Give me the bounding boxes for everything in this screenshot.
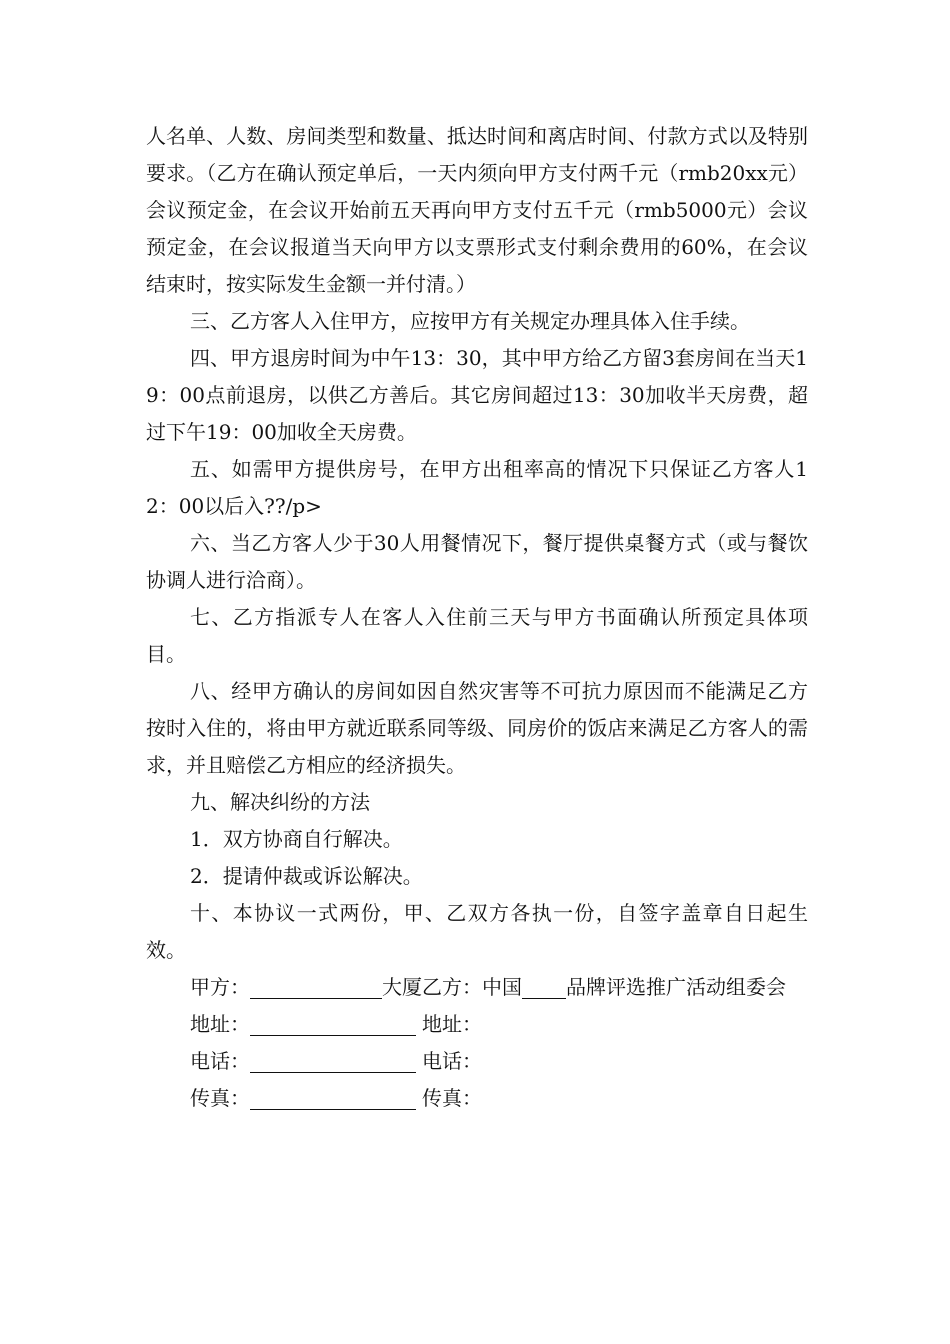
paragraph-clause-5: 五、如需甲方提供房号，在甲方出租率高的情况下只保证乙方客人12：00以后入??/p> <box>146 457 808 518</box>
paragraph-clause-4: 四、甲方退房时间为中午13：30，其中甲方给乙方留3套房间在当天19：00点前退房，以供乙方善后。其它房间超过13：30加收半天房费，超过下午19：00加收全天房费。 <box>146 346 808 444</box>
address-label-b: 地址： <box>422 1012 482 1036</box>
signature-fax-line <box>146 1080 808 1117</box>
signature-address-line <box>146 1006 808 1043</box>
paragraph-clause-8: 八、经甲方确认的房间如因自然灾害等不可抗力原因而不能满足乙方按时入住的，将由甲方就近联系同等级、同房价的饭店来满足乙方客人的需求，并且赔偿乙方相应的经济损失。 <box>146 679 808 777</box>
phone-label-b: 电话： <box>422 1049 482 1073</box>
phone-label-a: 电话： <box>190 1049 250 1073</box>
paragraph-payment-terms: 人名单、人数、房间类型和数量、抵达时间和离店时间、付款方式以及特别要求。（乙方在确认预定单后，一天内须向甲方支付两千元（rmb20xx元）会议预定金，在会议开始前五天再向甲方支付五千元（rmb5000元）会议预定金，在会议报道当天向甲方以支票形式支付剩余费用的60%，在会议结束时，按实际发生金额一并付清。） <box>146 124 808 296</box>
address-label-a: 地址： <box>190 1012 250 1036</box>
party-a-suffix: 大厦乙方：中国 <box>382 975 522 999</box>
paragraph-clause-9: 九、解决纠纷的方法 <box>190 790 370 814</box>
party-a-label: 甲方： <box>190 975 250 999</box>
fax-blank-a[interactable] <box>250 1087 416 1110</box>
phone-blank-a[interactable] <box>250 1050 416 1073</box>
paragraph-clause-3: 三、乙方客人入住甲方，应按甲方有关规定办理具体入住手续。 <box>190 309 750 333</box>
party-b-suffix: 品牌评选推广活动组委会 <box>566 975 786 999</box>
address-blank-a[interactable] <box>250 1013 416 1036</box>
paragraph-clause-9-item-2: 2．提请仲裁或诉讼解决。 <box>190 864 423 888</box>
paragraph-clause-7: 七、乙方指派专人在客人入住前三天与甲方书面确认所预定具体项目。 <box>146 605 808 666</box>
paragraph-clause-9-item-1: 1．双方协商自行解决。 <box>190 827 403 851</box>
fax-label-b: 传真： <box>422 1086 482 1110</box>
brand-name-blank[interactable] <box>522 976 566 999</box>
paragraph-clause-6: 六、当乙方客人少于30人用餐情况下，餐厅提供桌餐方式（或与餐饮协调人进行洽商）。 <box>146 531 808 592</box>
party-a-name-blank[interactable] <box>250 976 382 999</box>
signature-parties-line <box>146 969 808 1006</box>
signature-phone-line <box>146 1043 808 1080</box>
document-body <box>146 118 808 1117</box>
fax-label-a: 传真： <box>190 1086 250 1110</box>
paragraph-clause-10: 十、本协议一式两份，甲、乙双方各执一份，自签字盖章自日起生效。 <box>146 901 808 962</box>
